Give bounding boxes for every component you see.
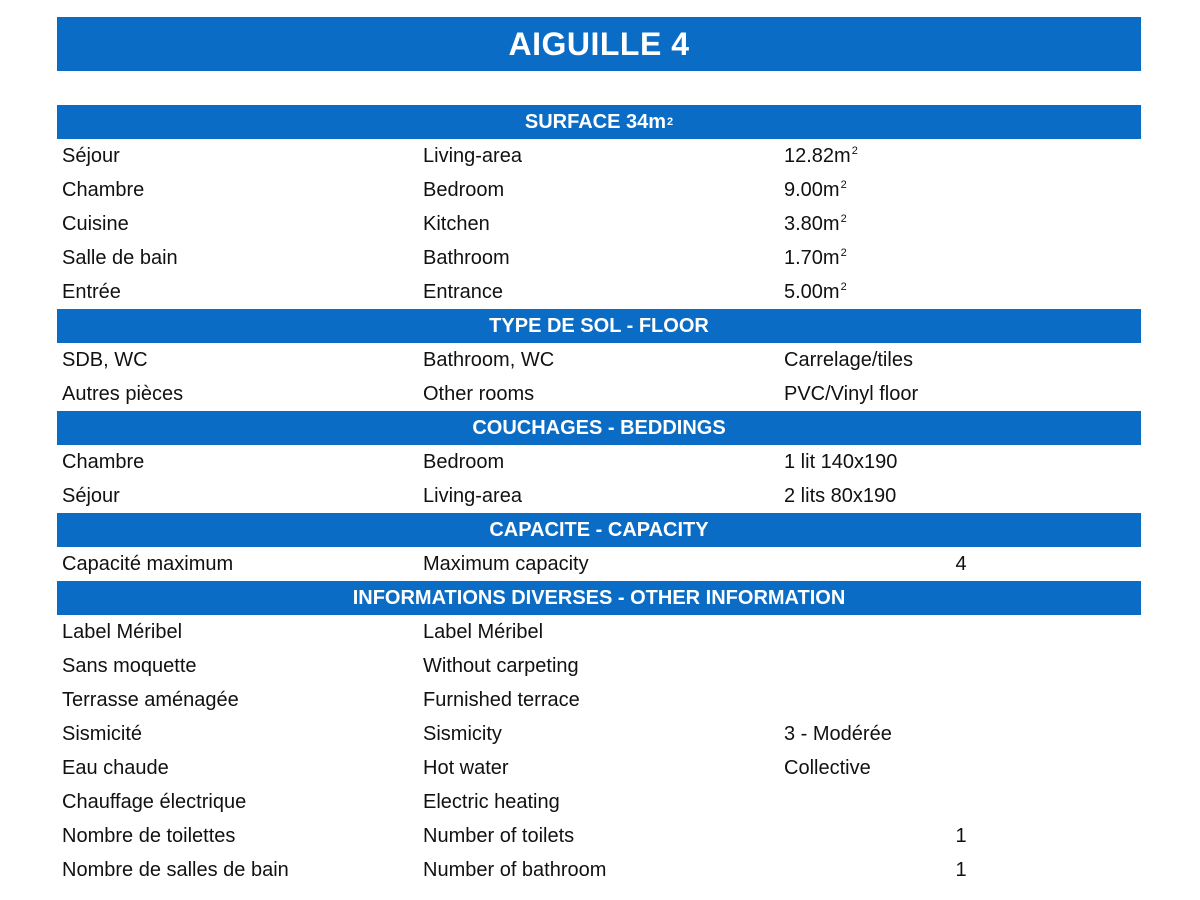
table-row	[57, 173, 1141, 207]
table-row	[57, 241, 1141, 275]
area-unit-sup: 2	[840, 246, 847, 259]
table-row	[57, 683, 1141, 717]
section-header-floor: TYPE DE SOL - FLOOR	[57, 309, 1141, 343]
area-value: 3.80m	[784, 212, 840, 235]
row-label-en: Electric heating	[423, 790, 560, 813]
row-label-en: Living-area	[423, 144, 522, 167]
row-label-fr: Cuisine	[62, 212, 129, 235]
table-row	[57, 343, 1141, 377]
area-value: 5.00m	[784, 280, 840, 303]
area-value: 1.70m	[784, 246, 840, 269]
row-label-en: Entrance	[423, 280, 504, 303]
row-label-en: Without carpeting	[423, 654, 579, 677]
page-title: AIGUILLE 4	[57, 17, 1141, 71]
table-row	[57, 751, 1141, 785]
row-label-en: Number of bathroom	[423, 858, 607, 881]
row-label-fr: Chauffage électrique	[62, 790, 247, 813]
row-label-en: Bedroom	[423, 178, 505, 201]
area-unit-sup: 2	[840, 212, 847, 225]
section-header-beddings: COUCHAGES - BEDDINGS	[57, 411, 1141, 445]
row-label-en: Other rooms	[423, 382, 535, 405]
row-label-en: Hot water	[423, 756, 509, 779]
section-header-other-information: INFORMATIONS DIVERSES - OTHER INFORMATION	[57, 581, 1141, 615]
row-value	[784, 213, 847, 236]
row-label-en: Bathroom	[423, 246, 510, 269]
row-label-fr: Eau chaude	[62, 756, 169, 779]
section-header-surface-label: SURFACE 34m	[524, 110, 667, 133]
row-label-fr: Nombre de toilettes	[62, 824, 236, 847]
apartment-details-sheet	[57, 105, 1141, 887]
row-label-fr: SDB, WC	[62, 348, 148, 371]
row-number: 1	[955, 824, 967, 847]
row-label-fr: Sans moquette	[62, 654, 197, 677]
table-row	[57, 547, 1141, 581]
table-row	[57, 853, 1141, 887]
row-label-fr: Salle de bain	[62, 246, 178, 269]
table-row	[57, 479, 1141, 513]
area-value: 9.00m	[784, 178, 840, 201]
row-number: 1	[955, 858, 967, 881]
area-unit-sup: 2	[840, 280, 847, 293]
row-value: 1 lit 140x190	[784, 450, 898, 473]
row-label-fr: Nombre de salles de bain	[62, 858, 289, 881]
table-row	[57, 275, 1141, 309]
row-label-en: Furnished terrace	[423, 688, 580, 711]
row-label-fr: Séjour	[62, 484, 120, 507]
row-label-en: Label Méribel	[423, 620, 544, 643]
row-number: 4	[955, 552, 967, 575]
table-row	[57, 139, 1141, 173]
row-label-en: Bedroom	[423, 450, 505, 473]
row-label-fr: Entrée	[62, 280, 121, 303]
row-value: PVC/Vinyl floor	[784, 382, 919, 405]
row-label-en: Living-area	[423, 484, 522, 507]
table-row	[57, 377, 1141, 411]
row-value	[784, 179, 847, 202]
area-unit-sup: 2	[840, 178, 847, 191]
table-row	[57, 819, 1141, 853]
row-value: Carrelage/tiles	[784, 348, 913, 371]
section-header-capacity: CAPACITE - CAPACITY	[57, 513, 1141, 547]
row-label-fr: Label Méribel	[62, 620, 183, 643]
table-row	[57, 649, 1141, 683]
row-value	[784, 145, 858, 168]
area-unit-sup: 2	[851, 144, 858, 157]
row-value: Collective	[784, 756, 871, 779]
row-label-en: Maximum capacity	[423, 552, 589, 575]
row-label-fr: Terrasse aménagée	[62, 688, 239, 711]
row-value: 2 lits 80x190	[784, 484, 897, 507]
table-row	[57, 445, 1141, 479]
row-label-en: Number of toilets	[423, 824, 575, 847]
row-value	[784, 247, 847, 270]
row-label-en: Kitchen	[423, 212, 490, 235]
row-label-fr: Séjour	[62, 144, 120, 167]
row-label-fr: Sismicité	[62, 722, 143, 745]
row-label-en: Bathroom, WC	[423, 348, 555, 371]
row-label-fr: Capacité maximum	[62, 552, 234, 575]
row-label-fr: Chambre	[62, 178, 145, 201]
table-row	[57, 785, 1141, 819]
area-value: 12.82m	[784, 144, 851, 167]
row-label-fr: Autres pièces	[62, 382, 184, 405]
row-label-fr: Chambre	[62, 450, 145, 473]
table-row	[57, 717, 1141, 751]
section-header-surface: SURFACE 34m 2	[57, 105, 1141, 139]
row-value	[784, 281, 847, 304]
table-row	[57, 207, 1141, 241]
row-value: 3 - Modérée	[784, 722, 892, 745]
row-label-en: Sismicity	[423, 722, 502, 745]
table-row	[57, 615, 1141, 649]
